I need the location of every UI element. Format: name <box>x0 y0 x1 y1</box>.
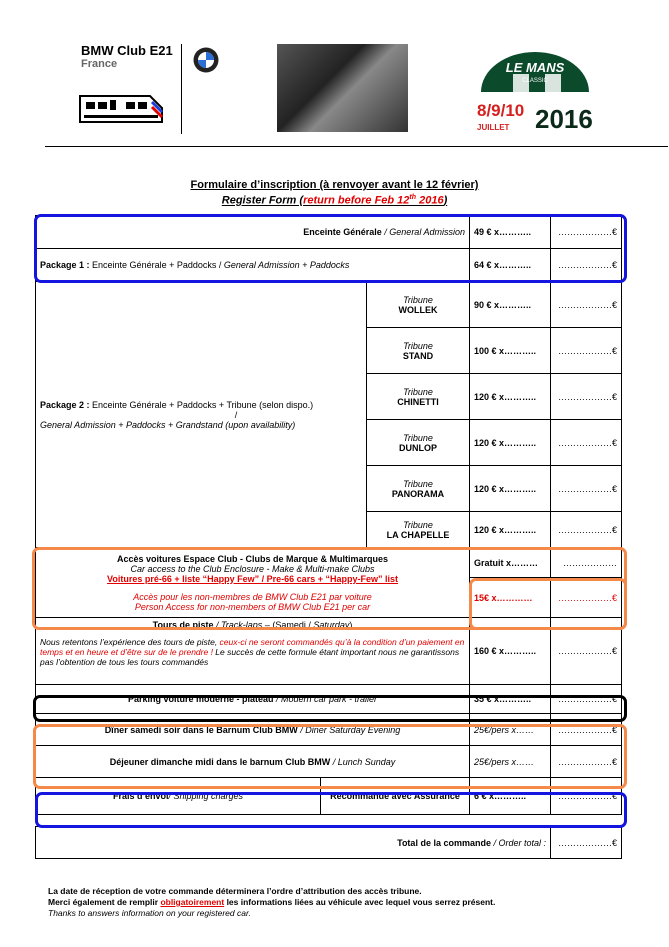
tribune-total[interactable]: ………………€ <box>551 466 622 512</box>
row-tribune-wollek <box>36 282 622 328</box>
tribune-name: Tribune LA CHAPELLE <box>367 512 470 548</box>
club-access-label: Accès voitures Espace Club - Clubs de Marque & Multimarques Car access to the Club Enclosure - Make & Multi-make Clubs Voitures pré-66 + liste “Happy Few” / Pre-66 cars + “Happy-Few” list Accès pour les non-membres de BMW Club E21 par voiture Person Access for non-members of BMW Club E21 per car <box>36 548 470 618</box>
pkg1-label: Package 1 : Enceinte Générale + Paddocks / General Admission + Paddocks <box>36 249 470 282</box>
club-access-price[interactable]: Gratuit x……… <box>470 548 551 578</box>
dinner-total[interactable]: ………………€ <box>551 714 622 746</box>
track-total[interactable]: ………………€ <box>551 618 622 685</box>
tribune-name: Tribune PANORAMA <box>367 466 470 512</box>
parking-total[interactable]: ………………€ <box>551 685 622 714</box>
tribune-name: Tribune CHINETTI <box>367 374 470 420</box>
tribune-total[interactable]: ………………€ <box>551 512 622 548</box>
club-access-total[interactable]: ……………… <box>551 548 622 578</box>
dinner-label: Dîner samedi soir dans le Barnum Club BMW / Diner Saturday Evening <box>36 714 470 746</box>
track-label: Tours de piste / Track-laps – (Samedi / Saturday) Nous retentons l’expérience des tours de piste, ceux-ci ne seront commandés qu’à la condition d’un paiement en temps et en heure et d’être sur de le prendre ! Le succès de cette formule étant important nous ne garantissons pas l’obtention de tous les tours commandés <box>36 618 470 685</box>
parking-label: Parking voiture moderne - plateau / Modern car park - trailer <box>36 685 470 714</box>
pkg1-total[interactable]: ………………€ <box>551 249 622 282</box>
lunch-total[interactable]: ………………€ <box>551 746 622 778</box>
footer-line-1: La date de réception de votre commande déterminera l’ordre d’attribution des accès tribune. <box>48 886 422 896</box>
lunch-price[interactable]: 25€/pers x…… <box>470 746 551 778</box>
non-member-price[interactable]: 15€ x………… <box>470 578 551 618</box>
tribune-name: Tribune WOLLEK <box>367 282 470 328</box>
logo-year: 2016 <box>535 104 593 134</box>
bmw-roundel-icon <box>193 47 219 73</box>
footer-line-2: Merci également de remplir obligatoirement les informations liées au véhicule avec lequel vous serrez présent. <box>48 897 496 907</box>
divider <box>181 44 182 134</box>
highlight-orange-nonmember <box>469 578 627 630</box>
general-total[interactable]: ………………€ <box>551 216 622 249</box>
tribune-total[interactable]: ………………€ <box>551 420 622 466</box>
shipping-price[interactable]: 6 € x……….. <box>470 778 551 815</box>
pkg2-label: Package 2 : Enceinte Générale + Paddocks + Tribune (selon dispo.) / General Admission + Paddocks + Grandstand (upon availability) <box>36 282 367 548</box>
highlight-orange-meals <box>33 724 627 789</box>
order-total-value[interactable]: ………………€ <box>551 827 622 859</box>
tribune-total[interactable]: ………………€ <box>551 282 622 328</box>
dinner-price[interactable]: 25€/pers x…… <box>470 714 551 746</box>
highlight-blue-shipping <box>35 792 627 828</box>
pkg1-price[interactable]: 64 € x……….. <box>470 249 551 282</box>
tribune-price[interactable]: 120 € x……….. <box>470 512 551 548</box>
shipping-option: Recommandé avec Assurance <box>330 791 460 801</box>
form-title-en: Register Form (return before Feb 12th 2016) <box>221 194 448 207</box>
club-subtitle: France <box>81 58 118 70</box>
parking-price[interactable]: 35 € x……….. <box>470 685 551 714</box>
header-rule <box>45 146 668 147</box>
track-price[interactable]: 160 € x……….. <box>470 618 551 685</box>
highlight-black-parking <box>33 695 627 722</box>
tribune-price[interactable]: 120 € x……….. <box>470 374 551 420</box>
tribune-total[interactable]: ………………€ <box>551 328 622 374</box>
tribune-total[interactable]: ………………€ <box>551 374 622 420</box>
tribune-name: Tribune STAND <box>367 328 470 374</box>
general-price[interactable]: 49 € x……….. <box>470 216 551 249</box>
header <box>0 0 669 150</box>
logo-name: LE MANS <box>505 60 565 75</box>
form-title: Formulaire d’inscription (à renvoyer avant le 12 février) <box>190 179 479 191</box>
tribune-price[interactable]: 120 € x……….. <box>470 466 551 512</box>
logo-month: JUILLET <box>477 123 510 132</box>
le-mans-logo <box>473 50 597 134</box>
shipping-total[interactable]: ………………€ <box>551 778 622 815</box>
order-total-label: Total de la commande / Order total : <box>36 827 551 859</box>
lunch-label: Déjeuner dimanche midi dans le barnum Club BMW / Lunch Sunday <box>36 746 470 778</box>
footer-line-3: Thanks to answers information on your registered car. <box>48 908 251 918</box>
logo-dates: 8/9/10 <box>477 101 525 120</box>
tribune-price[interactable]: 120 € x……….. <box>470 420 551 466</box>
shipping-label: Frais d’envoi / Shipping charges <box>36 778 321 814</box>
tribune-price[interactable]: 100 € x……….. <box>470 328 551 374</box>
tribune-name: Tribune DUNLOP <box>367 420 470 466</box>
non-member-total[interactable]: ………………€ <box>551 578 622 618</box>
car-front-logo <box>78 88 168 134</box>
tribune-price[interactable]: 90 € x……….. <box>470 282 551 328</box>
club-title: BMW Club E21 <box>81 43 173 58</box>
row-order-total <box>36 827 622 859</box>
logo-tag: CLASSIC <box>522 78 548 84</box>
general-label: Enceinte Générale / General Admission <box>36 216 470 249</box>
highlight-blue-top <box>34 214 627 283</box>
race-car-photo <box>277 44 408 132</box>
